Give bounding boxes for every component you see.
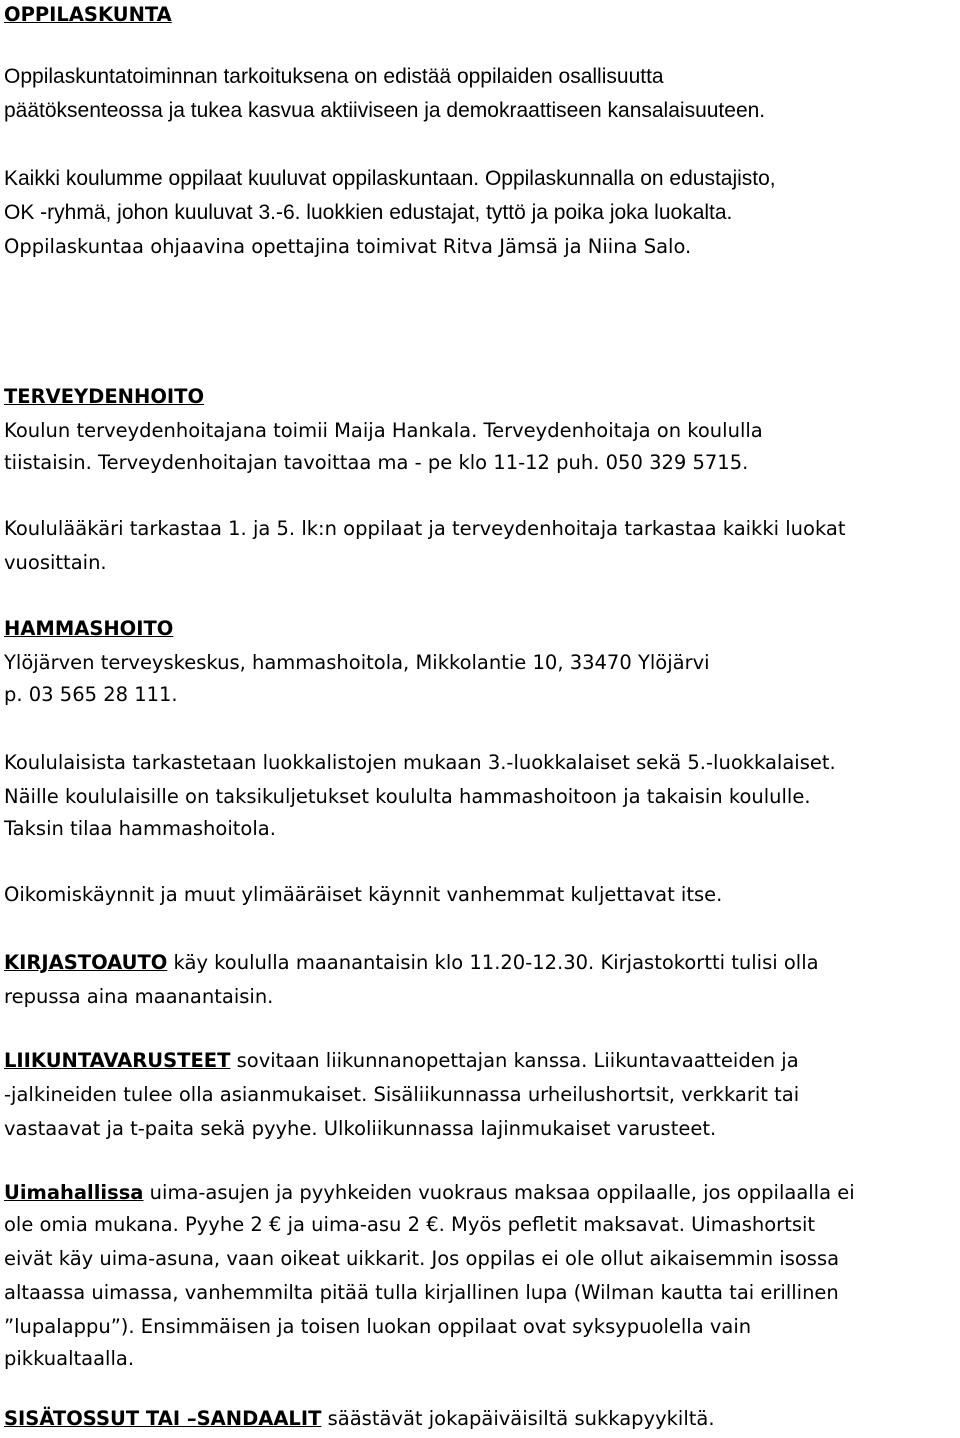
uimahallissa-line: ole omia mukana. Pyyhe 2 € ja uima-asu 2 €. Myös pefletit maksavat. Uimashortsit bbox=[4, 1213, 816, 1236]
liikuntavarusteet-heading: LIIKUNTAVARUSTEET bbox=[4, 1049, 231, 1072]
uimahallissa-line: ”lupalappu”). Ensimmäisen ja toisen luokan oppilaat ovat syksypuolella vain bbox=[4, 1315, 752, 1338]
hammashoito-line: Koululaisista tarkastetaan luokkalistojen mukaan 3.-luokkalaiset sekä 5.-luokkalaiset. bbox=[4, 751, 836, 774]
uimahallissa-line: eivät käy uima-asuna, vaan oikeat uikkarit. Jos oppilas ei ole ollut aikaisemmin isossa bbox=[4, 1247, 840, 1270]
hammashoito-line: Taksin tilaa hammashoitola. bbox=[4, 817, 276, 840]
oppilaskunta-paragraph-line: Oppilaskuntatoiminnan tarkoituksena on edistää oppilaiden osallisuutta bbox=[4, 65, 664, 88]
sisatossut-heading: SISÄTOSSUT TAI –SANDAALIT bbox=[4, 1407, 322, 1430]
uimahallissa-text: uima-asujen ja pyyhkeiden vuokraus maksaa oppilaalle, jos oppilaalla ei bbox=[143, 1181, 855, 1204]
sisatossut-text: säästävät jokapäiväisiltä sukkapyykiltä. bbox=[321, 1407, 715, 1430]
oppilaskunta-paragraph-line: OK -ryhmä, johon kuuluvat 3.-6. luokkien edustajat, tyttö ja poika joka luokalta. bbox=[4, 201, 733, 224]
liikuntavarusteet-line: -jalkineiden tulee olla asianmukaiset. Sisäliikunnassa urheilushortsit, verkkarit tai bbox=[4, 1083, 800, 1106]
hammashoito-heading: HAMMASHOITO bbox=[4, 617, 174, 640]
terveydenhoito-heading: TERVEYDENHOITO bbox=[4, 385, 205, 408]
uimahallissa-line: altaassa uimassa, vanhemmilta pitää tulla kirjallinen lupa (Wilman kautta tai erillinen bbox=[4, 1281, 839, 1304]
uimahallissa-line bbox=[4, 1178, 855, 1208]
liikuntavarusteet-text: sovitaan liikunnanopettajan kanssa. Liikuntavaatteiden ja bbox=[230, 1049, 799, 1072]
terveydenhoito-line: Koululääkäri tarkastaa 1. ja 5. lk:n oppilaat ja terveydenhoitaja tarkastaa kaikki luokat bbox=[4, 517, 846, 540]
uimahallissa-heading: Uimahallissa bbox=[4, 1181, 144, 1204]
uimahallissa-line: pikkualtaalla. bbox=[4, 1347, 135, 1370]
hammashoito-line: Näille koululaisille on taksikuljetukset koululta hammashoitoon ja takaisin koululle. bbox=[4, 785, 811, 808]
kirjastoauto-line bbox=[4, 948, 819, 978]
oppilaskunta-paragraph-line: päätöksenteossa ja tukea kasvua aktiiviseen ja demokraattiseen kansalaisuuteen. bbox=[4, 99, 766, 122]
hammashoito-line: Oikomiskäynnit ja muut ylimääräiset käynnit vanhemmat kuljettavat itse. bbox=[4, 883, 723, 906]
page-title: OPPILASKUNTA bbox=[4, 3, 172, 26]
sisatossut-line bbox=[4, 1404, 715, 1434]
kirjastoauto-heading: KIRJASTOAUTO bbox=[4, 951, 168, 974]
terveydenhoito-line: tiistaisin. Terveydenhoitajan tavoittaa ma - pe klo 11-12 puh. 050 329 5715. bbox=[4, 451, 749, 474]
hammashoito-line: Ylöjärven terveyskeskus, hammashoitola, Mikkolantie 10, 33470 Ylöjärvi bbox=[4, 651, 710, 674]
hammashoito-line: p. 03 565 28 111. bbox=[4, 683, 178, 706]
oppilaskunta-paragraph-line: Kaikki koulumme oppilaat kuuluvat oppilaskuntaan. Oppilaskunnalla on edustajisto, bbox=[4, 167, 776, 190]
terveydenhoito-line: vuosittain. bbox=[4, 551, 107, 574]
liikuntavarusteet-line: vastaavat ja t-paita sekä pyyhe. Ulkoliikunnassa lajinmukaiset varusteet. bbox=[4, 1117, 717, 1140]
liikuntavarusteet-line bbox=[4, 1046, 799, 1076]
kirjastoauto-line: repussa aina maanantaisin. bbox=[4, 985, 274, 1008]
oppilaskunta-paragraph-line: Oppilaskuntaa ohjaavina opettajina toimivat Ritva Jämsä ja Niina Salo. bbox=[4, 235, 692, 258]
terveydenhoito-line: Koulun terveydenhoitajana toimii Maija Hankala. Terveydenhoitaja on koululla bbox=[4, 419, 763, 442]
kirjastoauto-text: käy koululla maanantaisin klo 11.20-12.30. Kirjastokortti tulisi olla bbox=[167, 951, 819, 974]
